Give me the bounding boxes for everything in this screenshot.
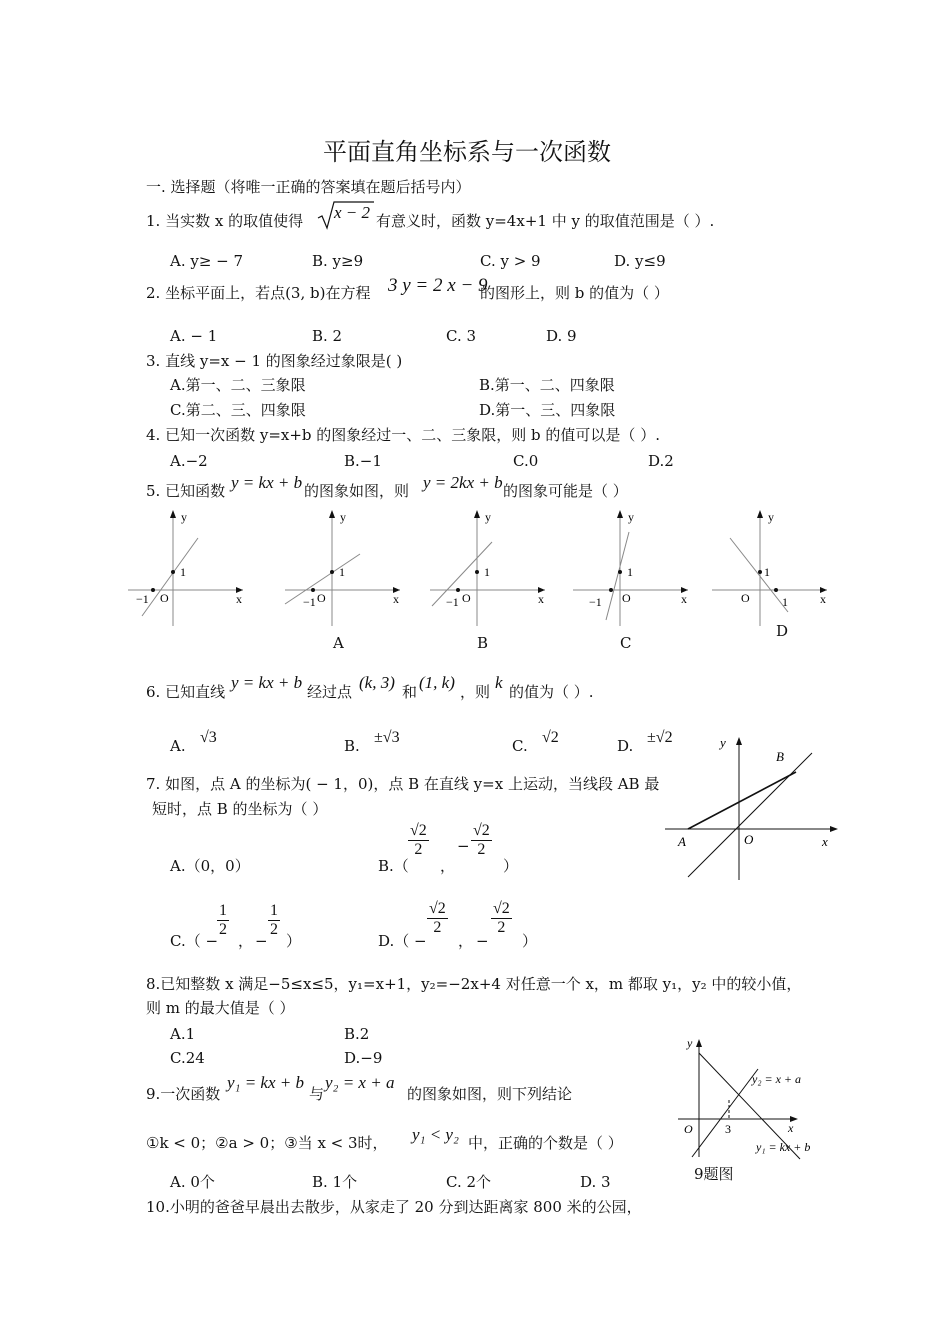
q7-option-d-comma: ， <box>458 932 474 950</box>
q1-stem-pre: 1. 当实数 x 的取值使得 <box>146 212 304 230</box>
q5c-label-o: O <box>622 591 631 605</box>
q9-fig-o: O <box>684 1122 693 1136</box>
q7-fig-b: B <box>776 749 784 764</box>
q9-fig-line-y1: y₁ = kx + b <box>756 1140 811 1154</box>
q9-conditions: ①k < 0；②a > 0；③当 x < 3时， <box>146 1134 388 1152</box>
q7-b-num1: √2 <box>410 822 427 839</box>
q1-option-d: D. y≤9 <box>614 252 666 270</box>
q1-option-a: A. y≥ − 7 <box>170 252 244 270</box>
q9-option-a: A. 0个 <box>170 1173 215 1191</box>
q6-option-d-letter: D. <box>617 737 634 755</box>
q5b-label-y: y <box>485 510 491 524</box>
q9-stem-pre: 9.一次函数 <box>146 1085 221 1103</box>
q7-option-b-close: ） <box>503 857 519 875</box>
q9-stem-mid: 与 <box>309 1085 325 1103</box>
q5-stem-mid: 的图象如图，则 <box>304 482 410 500</box>
q5d-label-x: x <box>820 592 826 606</box>
q6-stem-post2: 的值为（ ）. <box>509 683 594 701</box>
q7-option-d-frac2 <box>491 900 512 937</box>
q8-option-b: B.2 <box>344 1025 370 1043</box>
q2-stem-pre: 2. 坐标平面上，若点(3, b)在方程 <box>146 284 371 302</box>
q7-option-a: A.（0，0） <box>170 857 250 875</box>
q9-fig-line-y2: y₂ = x + a <box>752 1072 802 1086</box>
q9-fig-x: x <box>788 1121 794 1135</box>
q5c-label-x: x <box>681 592 687 606</box>
q6-stem-post: ，则 <box>460 683 491 701</box>
q5-label-x: x <box>236 592 242 606</box>
q7-b-num2: √2 <box>473 822 490 839</box>
q5c-label-one: 1 <box>627 565 633 579</box>
q6-stem-pre: 6. 已知直线 <box>146 683 226 701</box>
q5-equation-1: y = kx + b <box>231 473 303 492</box>
q5-graph-c <box>573 508 693 628</box>
q5c-label-neg-one: −1 <box>589 595 602 609</box>
q5d-label-y: y <box>768 510 774 524</box>
q7-d-den1: 2 <box>433 919 442 936</box>
q8-option-c: C.24 <box>170 1049 205 1067</box>
q7-d-num2: √2 <box>493 900 510 917</box>
q7-d-den2: 2 <box>497 919 506 936</box>
q5b-label-o: O <box>462 591 471 605</box>
q7-option-d-prefix: D.（ − <box>378 932 427 950</box>
q5-given-graph <box>128 508 248 628</box>
q9-fig-three: 3 <box>725 1122 731 1136</box>
q3-stem: 3. 直线 y=x − 1 的图象经过象限是( ) <box>146 352 403 370</box>
q6-option-a-letter: A. <box>170 737 186 755</box>
q2-option-c: C. 3 <box>446 327 477 345</box>
q7-c-num2: 1 <box>270 902 278 919</box>
q9-figure-caption: 9题图 <box>694 1165 734 1183</box>
q4-option-a: A.−2 <box>170 452 208 470</box>
q5-graph-b-label: B <box>477 634 489 652</box>
q5c-label-y: y <box>628 510 634 524</box>
q6-point-1: (k, 3) <box>359 673 395 692</box>
q7-option-b-frac2 <box>471 822 492 859</box>
q8-stem-line2: 则 m 的最大值是（ ） <box>146 999 295 1017</box>
q5b-label-one: 1 <box>484 565 490 579</box>
q1-option-c: C. y > 9 <box>480 252 541 270</box>
q5a-label-neg-one: −1 <box>303 595 316 609</box>
q9-figure <box>672 1035 832 1160</box>
q7-option-c-prefix: C.（ − <box>170 932 219 950</box>
q5-graph-a-label: A <box>333 634 344 652</box>
q7-b-den2: 2 <box>477 841 486 858</box>
q8-option-a: A.1 <box>170 1025 196 1043</box>
q1-radicand: x − 2 <box>334 203 371 222</box>
q2-option-d: D. 9 <box>546 327 577 345</box>
q9-option-c: C. 2个 <box>446 1173 492 1191</box>
q5-label-y: y <box>181 510 187 524</box>
q7-fig-x: x <box>822 834 828 849</box>
q5-graph-c-label: C <box>620 634 632 652</box>
page-title: 平面直角坐标系与一次函数 <box>323 138 611 166</box>
q9-option-d: D. 3 <box>580 1173 611 1191</box>
q9-equation-1: y₁ = kx + b <box>227 1073 304 1092</box>
q7-d-num1: √2 <box>429 900 446 917</box>
q7-option-c-frac2 <box>268 902 280 939</box>
q5a-label-y: y <box>340 510 346 524</box>
q9-equation-2: y₂ = x + a <box>325 1073 395 1092</box>
q7-option-c-comma: ， <box>238 932 254 950</box>
q3-option-a: A.第一、二、三象限 <box>170 376 306 394</box>
q5-stem-pre: 5. 已知函数 <box>146 482 226 500</box>
q5-label-o: O <box>160 591 169 605</box>
q6-option-a-value: √3 <box>200 729 217 746</box>
q5-graph-d <box>712 508 832 628</box>
q7-b-den1: 2 <box>414 841 423 858</box>
q6-option-c-letter: C. <box>512 737 528 755</box>
q6-point-2: (1, k) <box>419 673 455 692</box>
q5a-label-x: x <box>393 592 399 606</box>
q9-conditions-end: 中，正确的个数是（ ） <box>468 1134 623 1152</box>
q7-stem-line1: 7. 如图，点 A 的坐标为( − 1，0)，点 B 在直线 y=x 上运动，当线段 AB 最 <box>146 775 660 793</box>
q5a-label-o: O <box>317 591 326 605</box>
q10-stem: 10.小明的爸爸早晨出去散步，从家走了 20 分到达距离家 800 米的公园， <box>146 1198 642 1216</box>
q7-fig-o: O <box>744 832 754 847</box>
q9-inequality: y₁ < y₂ <box>412 1125 459 1144</box>
q7-option-c-minus: − <box>255 932 268 950</box>
q5-label-one: 1 <box>180 565 186 579</box>
q6-option-b-value: ±√3 <box>374 729 400 746</box>
q6-option-c-value: √2 <box>542 729 559 746</box>
q4-option-b: B.−1 <box>344 452 382 470</box>
q1-option-b: B. y≥9 <box>312 252 364 270</box>
q7-option-b-prefix: B.（ <box>378 857 409 875</box>
q5d-label-x-one: 1 <box>782 595 788 609</box>
q6-option-b-letter: B. <box>344 737 360 755</box>
q6-stem-mid: 经过点 <box>307 683 353 701</box>
q7-option-b-comma: ， <box>440 857 456 875</box>
q8-stem-line1: 8.已知整数 x 满足−5≤x≤5，y₁=x+1，y₂=−2x+4 对任意一个 x，m 都取 y₁，y₂ 中的较小值， <box>146 975 802 993</box>
q5d-label-o: O <box>741 591 750 605</box>
q5a-label-one: 1 <box>339 565 345 579</box>
q7-figure <box>660 735 842 885</box>
q7-c-num1: 1 <box>219 902 227 919</box>
q7-option-d-frac1 <box>427 900 448 937</box>
q9-fig-y: y <box>687 1036 693 1050</box>
q6-k: k <box>495 673 503 692</box>
q7-option-c-frac1 <box>217 902 229 939</box>
q8-option-d: D.−9 <box>344 1049 383 1067</box>
q4-option-d: D.2 <box>648 452 674 470</box>
q7-stem-line2: 短时，点 B 的坐标为（ ） <box>152 800 328 818</box>
q2-option-b: B. 2 <box>312 327 343 345</box>
q4-option-c: C.0 <box>513 452 539 470</box>
q1-stem-post: 有意义时，函数 y=4x+1 中 y 的取值范围是（ ）. <box>376 212 715 230</box>
q6-equation: y = kx + b <box>231 673 303 692</box>
q7-option-d-minus: − <box>476 932 489 950</box>
q7-option-b-frac1 <box>408 822 429 859</box>
q7-c-den1: 2 <box>219 921 227 938</box>
q5d-label-one: 1 <box>764 565 770 579</box>
q5-stem-post: 的图象可能是（ ） <box>503 482 628 500</box>
q7-option-c-close: ） <box>286 932 302 950</box>
q5-graph-b <box>430 508 550 628</box>
q6-option-d-value: ±√2 <box>647 729 673 746</box>
q5b-label-x: x <box>538 592 544 606</box>
q7-option-b-minus: − <box>457 837 470 855</box>
q5-label-neg-one: −1 <box>136 592 149 606</box>
q3-option-d: D.第一、三、四象限 <box>479 401 616 419</box>
q3-option-c: C.第二、三、四象限 <box>170 401 306 419</box>
q9-stem-post: 的图象如图，则下列结论 <box>407 1085 573 1103</box>
q6-and: 和 <box>402 683 418 701</box>
q7-fig-y: y <box>720 735 726 750</box>
q7-c-den2: 2 <box>270 921 278 938</box>
q3-option-b: B.第一、二、四象限 <box>479 376 615 394</box>
q7-fig-a: A <box>678 834 686 849</box>
q7-option-d-close: ） <box>522 932 538 950</box>
section-heading: 一. 选择题（将唯一正确的答案填在题后括号内） <box>146 178 471 196</box>
q5b-label-neg-one: −1 <box>446 595 459 609</box>
q5-graph-a <box>285 508 405 628</box>
q4-stem: 4. 已知一次函数 y=x+b 的图象经过一、二、三象限，则 b 的值可以是（ ）. <box>146 426 660 444</box>
q2-equation: 3 y = 2 x − 9 <box>388 275 488 296</box>
q2-option-a: A. − 1 <box>170 327 218 345</box>
q5-graph-d-label: D <box>776 622 789 640</box>
q9-option-b: B. 1个 <box>312 1173 358 1191</box>
q2-stem-post: 的图形上，则 b 的值为（ ） <box>480 284 669 302</box>
q5-equation-2: y = 2kx + b <box>423 473 503 492</box>
